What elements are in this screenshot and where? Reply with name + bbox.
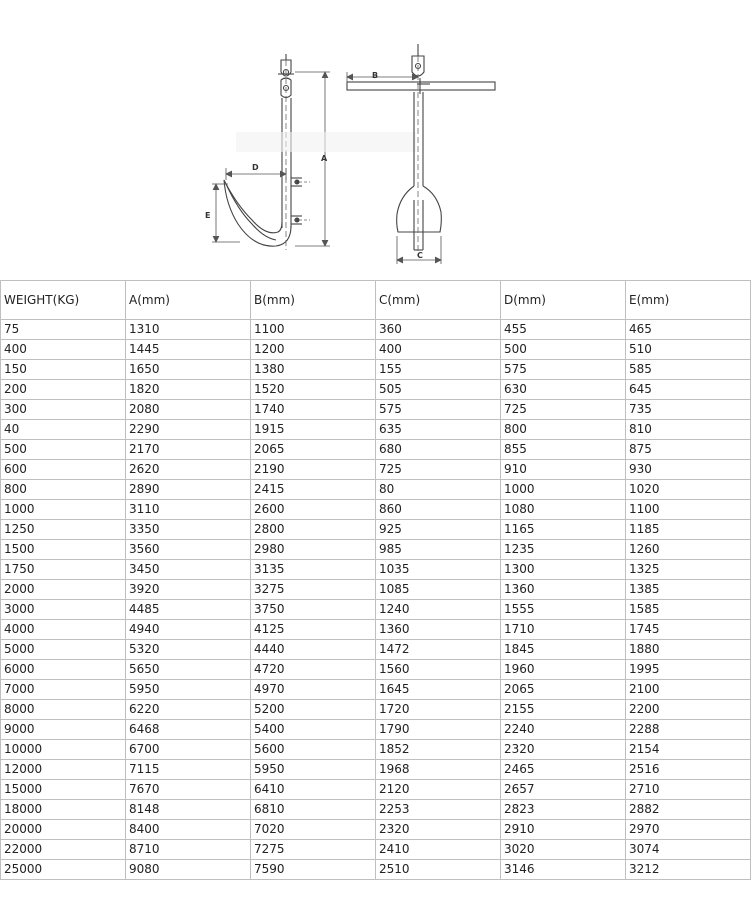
d-cell: 855 xyxy=(501,440,626,460)
a-cell: 2290 xyxy=(126,420,251,440)
a-cell: 3110 xyxy=(126,500,251,520)
weight-cell: 22000 xyxy=(1,840,126,860)
table-row xyxy=(1,600,751,620)
table-row xyxy=(1,380,751,400)
b-cell: 1740 xyxy=(251,400,376,420)
e-cell: 2516 xyxy=(626,760,751,780)
e-cell: 1260 xyxy=(626,540,751,560)
weight-cell: 1500 xyxy=(1,540,126,560)
weight-cell: 3000 xyxy=(1,600,126,620)
label-d: D xyxy=(252,163,259,172)
table-row xyxy=(1,360,751,380)
header-c: C(mm) xyxy=(376,281,501,320)
b-cell: 4440 xyxy=(251,640,376,660)
c-cell: 725 xyxy=(376,460,501,480)
weight-cell: 7000 xyxy=(1,680,126,700)
d-cell: 1555 xyxy=(501,600,626,620)
weight-cell: 6000 xyxy=(1,660,126,680)
b-cell: 7020 xyxy=(251,820,376,840)
weight-cell: 500 xyxy=(1,440,126,460)
e-cell: 1325 xyxy=(626,560,751,580)
e-cell: 2288 xyxy=(626,720,751,740)
a-cell: 6468 xyxy=(126,720,251,740)
c-cell: 1085 xyxy=(376,580,501,600)
table-row xyxy=(1,400,751,420)
table-row xyxy=(1,420,751,440)
d-cell: 2823 xyxy=(501,800,626,820)
weight-cell: 12000 xyxy=(1,760,126,780)
table-row xyxy=(1,460,751,480)
table-row xyxy=(1,580,751,600)
a-cell: 1650 xyxy=(126,360,251,380)
e-cell: 1880 xyxy=(626,640,751,660)
a-cell: 8710 xyxy=(126,840,251,860)
a-cell: 3920 xyxy=(126,580,251,600)
a-cell: 2620 xyxy=(126,460,251,480)
label-c: C xyxy=(417,251,423,260)
e-cell: 2154 xyxy=(626,740,751,760)
e-cell: 810 xyxy=(626,420,751,440)
d-cell: 1960 xyxy=(501,660,626,680)
b-cell: 5400 xyxy=(251,720,376,740)
table-row xyxy=(1,700,751,720)
b-cell: 1520 xyxy=(251,380,376,400)
e-cell: 1995 xyxy=(626,660,751,680)
weight-cell: 600 xyxy=(1,460,126,480)
c-cell: 2120 xyxy=(376,780,501,800)
weight-cell: 4000 xyxy=(1,620,126,640)
table-row xyxy=(1,780,751,800)
d-cell: 1080 xyxy=(501,500,626,520)
d-cell: 2657 xyxy=(501,780,626,800)
c-cell: 1852 xyxy=(376,740,501,760)
b-cell: 5950 xyxy=(251,760,376,780)
a-cell: 4485 xyxy=(126,600,251,620)
c-cell: 2510 xyxy=(376,860,501,880)
b-cell: 7590 xyxy=(251,860,376,880)
table-header-row xyxy=(1,281,751,320)
c-cell: 1790 xyxy=(376,720,501,740)
e-cell: 2970 xyxy=(626,820,751,840)
d-cell: 1710 xyxy=(501,620,626,640)
table-row xyxy=(1,340,751,360)
weight-cell: 150 xyxy=(1,360,126,380)
weight-cell: 200 xyxy=(1,380,126,400)
b-cell: 4970 xyxy=(251,680,376,700)
b-cell: 2415 xyxy=(251,480,376,500)
a-cell: 4940 xyxy=(126,620,251,640)
e-cell: 1585 xyxy=(626,600,751,620)
c-cell: 1360 xyxy=(376,620,501,640)
a-cell: 3560 xyxy=(126,540,251,560)
table-row xyxy=(1,640,751,660)
weight-cell: 800 xyxy=(1,480,126,500)
c-cell: 1968 xyxy=(376,760,501,780)
e-cell: 465 xyxy=(626,320,751,340)
weight-cell: 18000 xyxy=(1,800,126,820)
e-cell: 735 xyxy=(626,400,751,420)
c-cell: 1240 xyxy=(376,600,501,620)
d-cell: 1360 xyxy=(501,580,626,600)
a-cell: 2890 xyxy=(126,480,251,500)
table-row xyxy=(1,800,751,820)
d-cell: 2240 xyxy=(501,720,626,740)
b-cell: 2065 xyxy=(251,440,376,460)
c-cell: 2253 xyxy=(376,800,501,820)
d-cell: 2065 xyxy=(501,680,626,700)
b-cell: 3275 xyxy=(251,580,376,600)
c-cell: 2410 xyxy=(376,840,501,860)
a-cell: 1445 xyxy=(126,340,251,360)
weight-cell: 5000 xyxy=(1,640,126,660)
d-cell: 1300 xyxy=(501,560,626,580)
e-cell: 1020 xyxy=(626,480,751,500)
d-cell: 1845 xyxy=(501,640,626,660)
c-cell: 575 xyxy=(376,400,501,420)
a-cell: 9080 xyxy=(126,860,251,880)
table-row xyxy=(1,500,751,520)
b-cell: 3135 xyxy=(251,560,376,580)
c-cell: 1560 xyxy=(376,660,501,680)
e-cell: 930 xyxy=(626,460,751,480)
weight-cell: 75 xyxy=(1,320,126,340)
c-cell: 680 xyxy=(376,440,501,460)
a-cell: 8400 xyxy=(126,820,251,840)
d-cell: 2155 xyxy=(501,700,626,720)
a-cell: 2080 xyxy=(126,400,251,420)
d-cell: 3146 xyxy=(501,860,626,880)
a-cell: 1310 xyxy=(126,320,251,340)
label-b: B xyxy=(372,71,379,80)
d-cell: 2465 xyxy=(501,760,626,780)
weight-cell: 25000 xyxy=(1,860,126,880)
table-row xyxy=(1,760,751,780)
d-cell: 910 xyxy=(501,460,626,480)
b-cell: 1200 xyxy=(251,340,376,360)
table-row xyxy=(1,680,751,700)
c-cell: 155 xyxy=(376,360,501,380)
d-cell: 500 xyxy=(501,340,626,360)
b-cell: 5200 xyxy=(251,700,376,720)
label-e: E xyxy=(205,211,211,220)
c-cell: 860 xyxy=(376,500,501,520)
c-cell: 400 xyxy=(376,340,501,360)
watermark-blur xyxy=(236,132,416,152)
table-row xyxy=(1,540,751,560)
header-a: A(mm) xyxy=(126,281,251,320)
c-cell: 635 xyxy=(376,420,501,440)
e-cell: 3074 xyxy=(626,840,751,860)
b-cell: 4720 xyxy=(251,660,376,680)
b-cell: 2980 xyxy=(251,540,376,560)
a-cell: 5650 xyxy=(126,660,251,680)
e-cell: 1745 xyxy=(626,620,751,640)
c-cell: 1645 xyxy=(376,680,501,700)
c-cell: 1720 xyxy=(376,700,501,720)
b-cell: 1100 xyxy=(251,320,376,340)
a-cell: 8148 xyxy=(126,800,251,820)
e-cell: 2710 xyxy=(626,780,751,800)
c-cell: 985 xyxy=(376,540,501,560)
e-cell: 645 xyxy=(626,380,751,400)
e-cell: 585 xyxy=(626,360,751,380)
table-row xyxy=(1,480,751,500)
c-cell: 505 xyxy=(376,380,501,400)
a-cell: 7115 xyxy=(126,760,251,780)
weight-cell: 300 xyxy=(1,400,126,420)
a-cell: 1820 xyxy=(126,380,251,400)
header-d: D(mm) xyxy=(501,281,626,320)
d-cell: 800 xyxy=(501,420,626,440)
a-cell: 5320 xyxy=(126,640,251,660)
b-cell: 7275 xyxy=(251,840,376,860)
c-cell: 80 xyxy=(376,480,501,500)
e-cell: 1100 xyxy=(626,500,751,520)
label-a: A xyxy=(321,154,328,163)
a-cell: 5950 xyxy=(126,680,251,700)
e-cell: 875 xyxy=(626,440,751,460)
c-cell: 1035 xyxy=(376,560,501,580)
e-cell: 2100 xyxy=(626,680,751,700)
a-cell: 3350 xyxy=(126,520,251,540)
d-cell: 2910 xyxy=(501,820,626,840)
weight-cell: 400 xyxy=(1,340,126,360)
b-cell: 6410 xyxy=(251,780,376,800)
b-cell: 2800 xyxy=(251,520,376,540)
table-row xyxy=(1,320,751,340)
weight-cell: 8000 xyxy=(1,700,126,720)
d-cell: 575 xyxy=(501,360,626,380)
c-cell: 2320 xyxy=(376,820,501,840)
anchor-spec-table xyxy=(0,280,751,880)
b-cell: 5600 xyxy=(251,740,376,760)
b-cell: 2190 xyxy=(251,460,376,480)
b-cell: 2600 xyxy=(251,500,376,520)
table-row xyxy=(1,860,751,880)
header-b: B(mm) xyxy=(251,281,376,320)
b-cell: 1915 xyxy=(251,420,376,440)
e-cell: 510 xyxy=(626,340,751,360)
table-row xyxy=(1,620,751,640)
b-cell: 1380 xyxy=(251,360,376,380)
weight-cell: 9000 xyxy=(1,720,126,740)
b-cell: 4125 xyxy=(251,620,376,640)
c-cell: 925 xyxy=(376,520,501,540)
table-row xyxy=(1,820,751,840)
weight-cell: 2000 xyxy=(1,580,126,600)
d-cell: 3020 xyxy=(501,840,626,860)
table-row xyxy=(1,440,751,460)
b-cell: 6810 xyxy=(251,800,376,820)
e-cell: 1385 xyxy=(626,580,751,600)
weight-cell: 1750 xyxy=(1,560,126,580)
a-cell: 6700 xyxy=(126,740,251,760)
table-row xyxy=(1,660,751,680)
a-cell: 2170 xyxy=(126,440,251,460)
e-cell: 2882 xyxy=(626,800,751,820)
e-cell: 1185 xyxy=(626,520,751,540)
weight-cell: 15000 xyxy=(1,780,126,800)
d-cell: 1235 xyxy=(501,540,626,560)
header-e: E(mm) xyxy=(626,281,751,320)
a-cell: 3450 xyxy=(126,560,251,580)
d-cell: 725 xyxy=(501,400,626,420)
d-cell: 630 xyxy=(501,380,626,400)
table-row xyxy=(1,720,751,740)
weight-cell: 10000 xyxy=(1,740,126,760)
table-row xyxy=(1,560,751,580)
e-cell: 2200 xyxy=(626,700,751,720)
b-cell: 3750 xyxy=(251,600,376,620)
weight-cell: 1000 xyxy=(1,500,126,520)
a-cell: 7670 xyxy=(126,780,251,800)
c-cell: 1472 xyxy=(376,640,501,660)
e-cell: 3212 xyxy=(626,860,751,880)
anchor-dimension-drawing xyxy=(0,0,751,280)
d-cell: 1165 xyxy=(501,520,626,540)
weight-cell: 20000 xyxy=(1,820,126,840)
weight-cell: 1250 xyxy=(1,520,126,540)
table-row xyxy=(1,840,751,860)
d-cell: 2320 xyxy=(501,740,626,760)
table-row xyxy=(1,520,751,540)
a-cell: 6220 xyxy=(126,700,251,720)
d-cell: 1000 xyxy=(501,480,626,500)
header-weight: WEIGHT(KG) xyxy=(1,281,126,320)
d-cell: 455 xyxy=(501,320,626,340)
c-cell: 360 xyxy=(376,320,501,340)
weight-cell: 40 xyxy=(1,420,126,440)
table-row xyxy=(1,740,751,760)
